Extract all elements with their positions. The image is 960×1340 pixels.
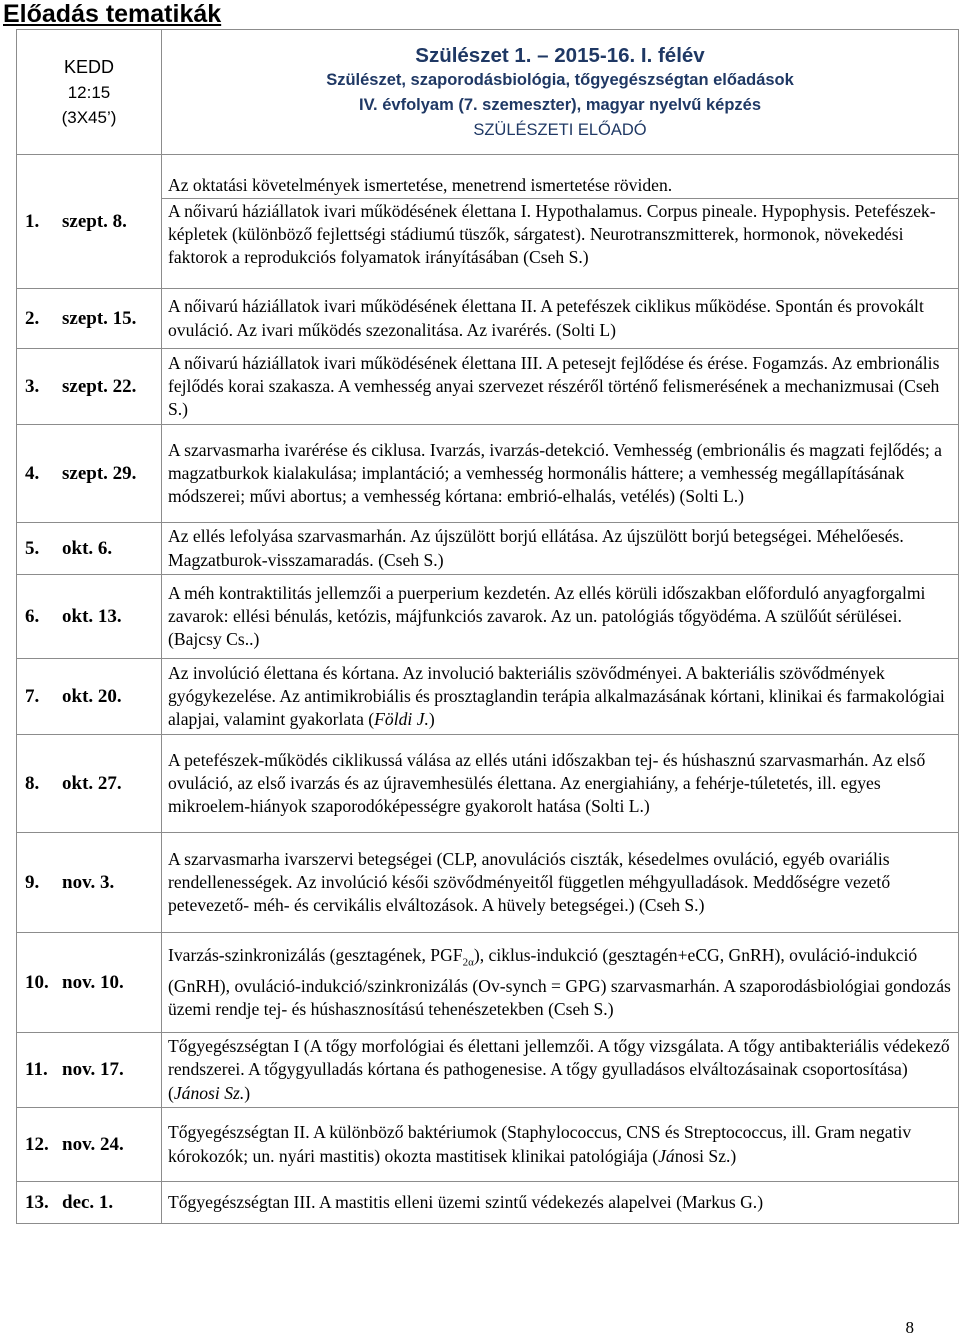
day-label: KEDD — [63, 56, 114, 77]
lecture-topic: A nőivarú háziállatok ivari működésének élettana II. A petefészek ciklikus működése. Spontán és provokált ovuláció. Az ivari működés szezonalitása. Az ivarérés. (Solti L) — [162, 289, 959, 349]
page-number: 8 — [905, 1318, 914, 1337]
lecture-date: 12. nov. 24. — [17, 1108, 162, 1182]
lecture-topic: Tőgyegészségtan III. A mastitis elleni üzemi szintű védekezés alapelvei (Markus G.) — [162, 1182, 959, 1224]
course-title: Szülészet 1. – 2015-16. I. félév — [415, 43, 705, 67]
day-time-cell — [17, 30, 162, 155]
lecture-date: 4. szept. 29. — [17, 425, 162, 523]
lecture-topic: A szarvasmarha ivarérése és ciklusa. Ivarzás, ivarzás-detekció. Vemhesség (embrionális és magzati fejlődés; a magzatburkok kialakulása; implantáció; a vemhesség hormonális háttere; a vemhesség megállapításának módszerei; művi abortus; a vemhesség kórtana: embrió-elhalás, vetélés) (Solti L.) — [162, 425, 959, 523]
lecture-date: 6. okt. 13. — [17, 575, 162, 659]
topic-line: A nőivarú háziállatok ivari működésének élettana I. Hypothalamus. Corpus pineale. Hypophysis. Petefészek-képletek (különböző fejlettségi stádiumú tüszők, sárgatest). Neurotranszmitterek, hormonok, növekedési faktorok a reprodukciós folyamatok irányításában (Cseh S.) — [168, 200, 936, 268]
lecture-topic: Az ellés lefolyása szarvasmarhán. Az újszülött borjú ellátása. Az újszülött borjú betegségei. Méhelőesés. Magzatburok-visszamaradás. (Cseh S.) — [162, 523, 959, 575]
lecture-topic: Tőgyegészségtan I (A tőgy morfológiai és élettani jellemzői. A tőgy vizsgálata. A tőgy antibakteriális védekező rendszerei. A tőgygyulladás kórtana és pathogenesise. A tőgy gyulladásos elváltozásainak csoportosítása) (Jánosi Sz.) — [162, 1033, 959, 1108]
lecture-topic: A petefészek-működés ciklikussá válása az ellés utáni időszakban tej- és húshasznú szarvasmarhán. Az első ovuláció, az első ivarzás és az újravemhesülés élettana. Az energiahiány, a fehérje-túletetés, ill. egyes mikroelem-hiányok szaporodóképességre gyakorolt hatása (Solti L.) — [162, 735, 959, 833]
lecture-date: 11. nov. 17. — [17, 1033, 162, 1108]
schedule-table — [16, 29, 959, 1224]
lecture-date: 5. okt. 6. — [17, 523, 162, 575]
lecture-date: 2. szept. 15. — [17, 289, 162, 349]
lecture-date: 13. dec. 1. — [17, 1182, 162, 1224]
course-dept: SZÜLÉSZETI ELŐADÓ — [473, 120, 647, 139]
duration-label: (3X45’) — [61, 107, 117, 127]
lecture-date: 10. nov. 10. — [17, 933, 162, 1033]
course-header — [162, 30, 959, 155]
lecture-topic: A nőivarú háziállatok ivari működésének élettana III. A petesejt fejlődése és érése. Fogamzás. Az embrionális fejlődés korai szakasza. A vemhesség anyai szervezet részéről történő felismerésének a mechanizmusai (Cseh S.) — [162, 349, 959, 425]
lecture-date: 8. okt. 27. — [17, 735, 162, 833]
lecture-topic: A méh kontraktilitás jellemzői a puerperium kezdetén. Az ellés körüli időszakban előforduló anyagforgalmi zavarok: ellési bénulás, ketózis, májfunkciós zavarok. Az un. patológiás tőgyödéma. A szülőút sérülései. (Bajcsy Cs..) — [162, 575, 959, 659]
page-title: Előadás tematikák — [3, 0, 222, 28]
lecture-date: 9. nov. 3. — [17, 833, 162, 933]
lecture-date: 7. okt. 20. — [17, 659, 162, 735]
course-audience: IV. évfolyam (7. szemeszter), magyar nyelvű képzés — [358, 95, 761, 114]
lecture-topic: Tőgyegészségtan II. A különböző baktériumok (Staphylococcus, CNS és Streptococcus, ill. Gram negativ kórokozók; un. nyári mastitis) okozta mastitisek klinikai patológiája (Jánosi Sz.) — [162, 1108, 959, 1182]
lecture-date: 1. szept. 8. — [17, 155, 162, 289]
course-subtitle: Szülészet, szaporodásbiológia, tőgyegészségtan előadások — [326, 70, 794, 89]
time-label: 12:15 — [67, 82, 111, 102]
lecture-topic: A szarvasmarha ivarszervi betegségei (CLP, anovulációs ciszták, késedelmes ovuláció, egyéb ovariális rendellenességek. Az involúció késői szövődményeitől független méhgyulladások. Meddőségre vezető petevezető- méh- és cervikális elváltozások. A hüvely betegségei.) (Cseh S.) — [162, 833, 959, 933]
lecture-topic — [162, 155, 959, 289]
lecture-date: 3. szept. 22. — [17, 349, 162, 425]
lecture-topic: Az involúció élettana és kórtana. Az involució bakteriális szövődményei. A bakteriális szövődmények gyógykezelése. Az antimikrobiális és prosztaglandin terápia alkalmazásának kórtani, klinikai és farmakológiai alapjai, valamint gyakorlata (Földi J.) — [162, 659, 959, 735]
topic-line: Az oktatási követelmények ismertetése, menetrend ismertetése röviden. — [162, 173, 958, 199]
lecture-topic: Ivarzás-szinkronizálás (gesztagének, $PGF_{2\alpha}$), ciklus-indukció (gesztagén+eCG, GnRH), ovuláció-indukció (GnRH), ovuláció-indukció/szinkronizálás (Ov-synch = GPG) szarvasmarhán. A szaporodásbiológiai gondozás üzemi rendje tej- és húshasznosítású tehenészetekben (Cseh S.) — [162, 933, 959, 1033]
